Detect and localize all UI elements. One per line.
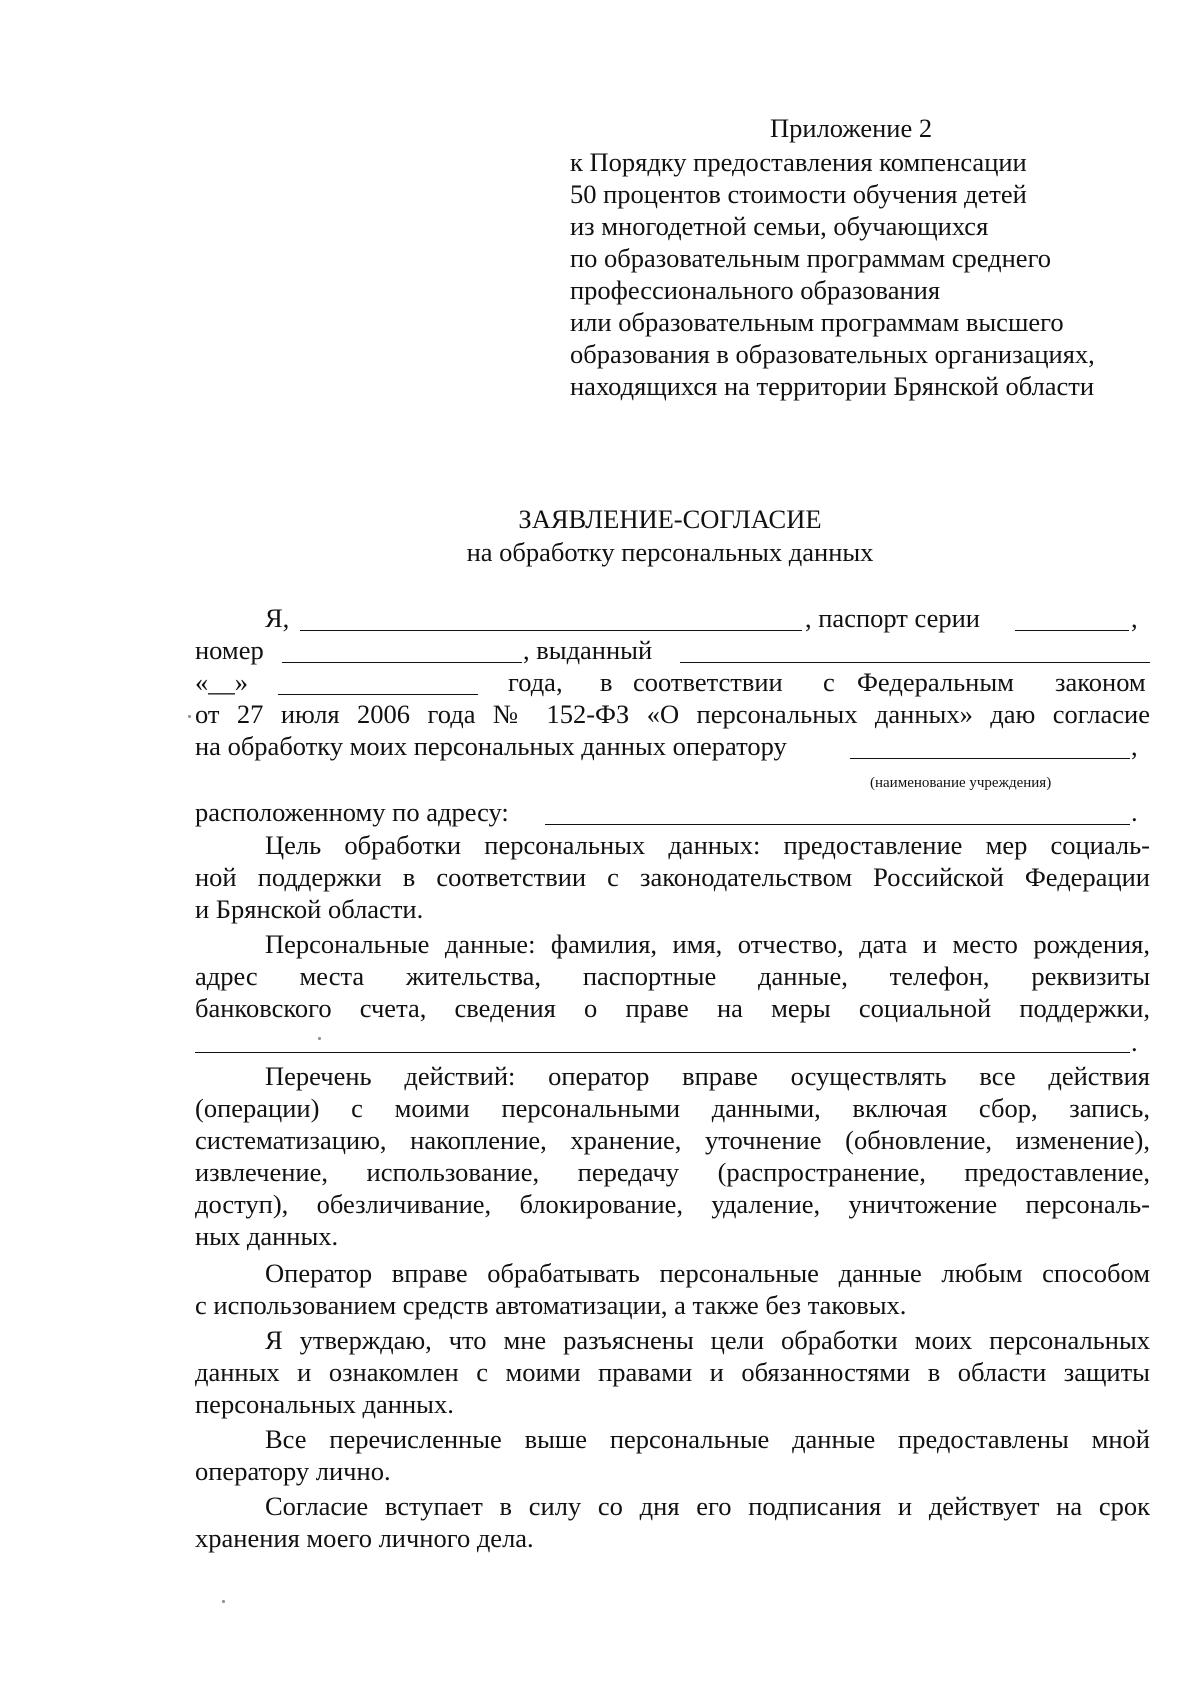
document-title: ЗАЯВЛЕНИЕ-СОГЛАСИЕ [518, 504, 822, 534]
actions-paragraph: (операции) с моими персональными данными, включая сбор, запись, [195, 1093, 1150, 1123]
law-word: в [600, 667, 613, 697]
issued-by-field[interactable] [680, 640, 1150, 663]
law-word: с [823, 667, 835, 697]
provided-paragraph: Все перечисленные выше персональные данные предоставлены мной [265, 1424, 1150, 1454]
pronoun-label: Я, [265, 603, 290, 633]
scan-speck [188, 715, 191, 718]
purpose-paragraph: и Брянской области. [195, 894, 424, 924]
appendix-line: по образовательным программам среднего [570, 243, 1052, 273]
appendix-line: 50 процентов стоимости обучения детей [570, 179, 1027, 209]
personal-data-paragraph: банковского счета, сведения о праве на меры социальной поддержки, [195, 993, 1150, 1023]
actions-paragraph: систематизацию, накопление, хранение, уточнение (обновление, изменение), [195, 1125, 1150, 1155]
affirmation-paragraph: данных и ознакомлен с моими правами и обязанностями в области защиты [195, 1357, 1150, 1387]
passport-number-field[interactable] [282, 640, 522, 663]
law-reference: от 27 июля 2006 года № 152-ФЗ «О персональных данных» даю согласие [195, 699, 1150, 729]
methods-paragraph: Оператор вправе обрабатывать персональные данные любым способом [265, 1258, 1150, 1288]
full-name-field[interactable] [300, 608, 802, 631]
validity-paragraph: Согласие вступает в силу со дня его подписания и действует на срок [265, 1491, 1150, 1521]
provided-paragraph: оператору лично. [195, 1456, 391, 1486]
operator-label: на обработку моих персональных данных оператору [195, 731, 787, 761]
passport-series-field[interactable] [1015, 608, 1129, 631]
operator-field-hint: (наименование учреждения) [870, 775, 1052, 791]
passport-series-label: , паспорт серии [805, 603, 980, 633]
period: . [1131, 797, 1138, 827]
actions-paragraph: извлечение, использование, передачу (распространение, предоставление, [195, 1157, 1150, 1187]
personal-data-paragraph: Персональные данные: фамилия, имя, отчество, дата и место рождения, [265, 929, 1150, 959]
operator-name-field[interactable] [850, 736, 1130, 759]
comma: , [1131, 603, 1138, 633]
passport-number-label: номер [195, 635, 264, 665]
affirmation-paragraph: Я утверждаю, что мне разъяснены цели обработки моих персональных [265, 1325, 1150, 1355]
purpose-paragraph: Цель обработки персональных данных: предоставление мер социаль- [265, 830, 1150, 860]
issued-by-label: , выданный [523, 635, 653, 665]
address-field[interactable] [545, 802, 1130, 825]
law-word: Федеральным [857, 667, 1014, 697]
law-word: соответствии [633, 667, 783, 697]
appendix-line: профессионального образования [570, 275, 941, 305]
purpose-paragraph: ной поддержки в соответствии с законодательством Российской Федерации [195, 862, 1150, 892]
scan-speck [318, 1037, 321, 1040]
appendix-line: образования в образовательных организациях, [570, 339, 1095, 369]
appendix-line: из многодетной семьи, обучающихся [570, 211, 989, 241]
personal-data-paragraph: адрес места жительства, паспортные данные, телефон, реквизиты [195, 961, 1150, 991]
scan-speck [222, 1600, 225, 1603]
appendix-line: к Порядку предоставления компенсации [570, 147, 1027, 177]
actions-paragraph: Перечень действий: оператор вправе осуществлять все действия [265, 1061, 1150, 1091]
methods-paragraph: с использованием средств автоматизации, а также без таковых. [195, 1290, 907, 1320]
appendix-line: или образовательным программам высшего [570, 307, 1064, 337]
law-word: законом [1055, 667, 1146, 697]
actions-paragraph: доступ), обезличивание, блокирование, удаление, уничтожение персональ- [195, 1189, 1150, 1219]
actions-paragraph: ных данных. [195, 1221, 339, 1251]
address-label: расположенному по адресу: [195, 797, 509, 827]
issue-day: «__» [195, 667, 248, 697]
issue-date-field[interactable] [278, 672, 478, 695]
law-word: года, [508, 667, 563, 697]
affirmation-paragraph: персональных данных. [195, 1389, 454, 1419]
appendix-title: Приложение 2 [770, 113, 933, 143]
additional-data-field[interactable] [195, 1030, 1130, 1053]
document-subtitle: на обработку персональных данных [466, 537, 874, 567]
comma: , [1131, 731, 1138, 761]
appendix-line: находящихся на территории Брянской области [570, 371, 1095, 401]
period: . [1131, 1027, 1138, 1057]
validity-paragraph: хранения моего личного дела. [195, 1523, 534, 1553]
